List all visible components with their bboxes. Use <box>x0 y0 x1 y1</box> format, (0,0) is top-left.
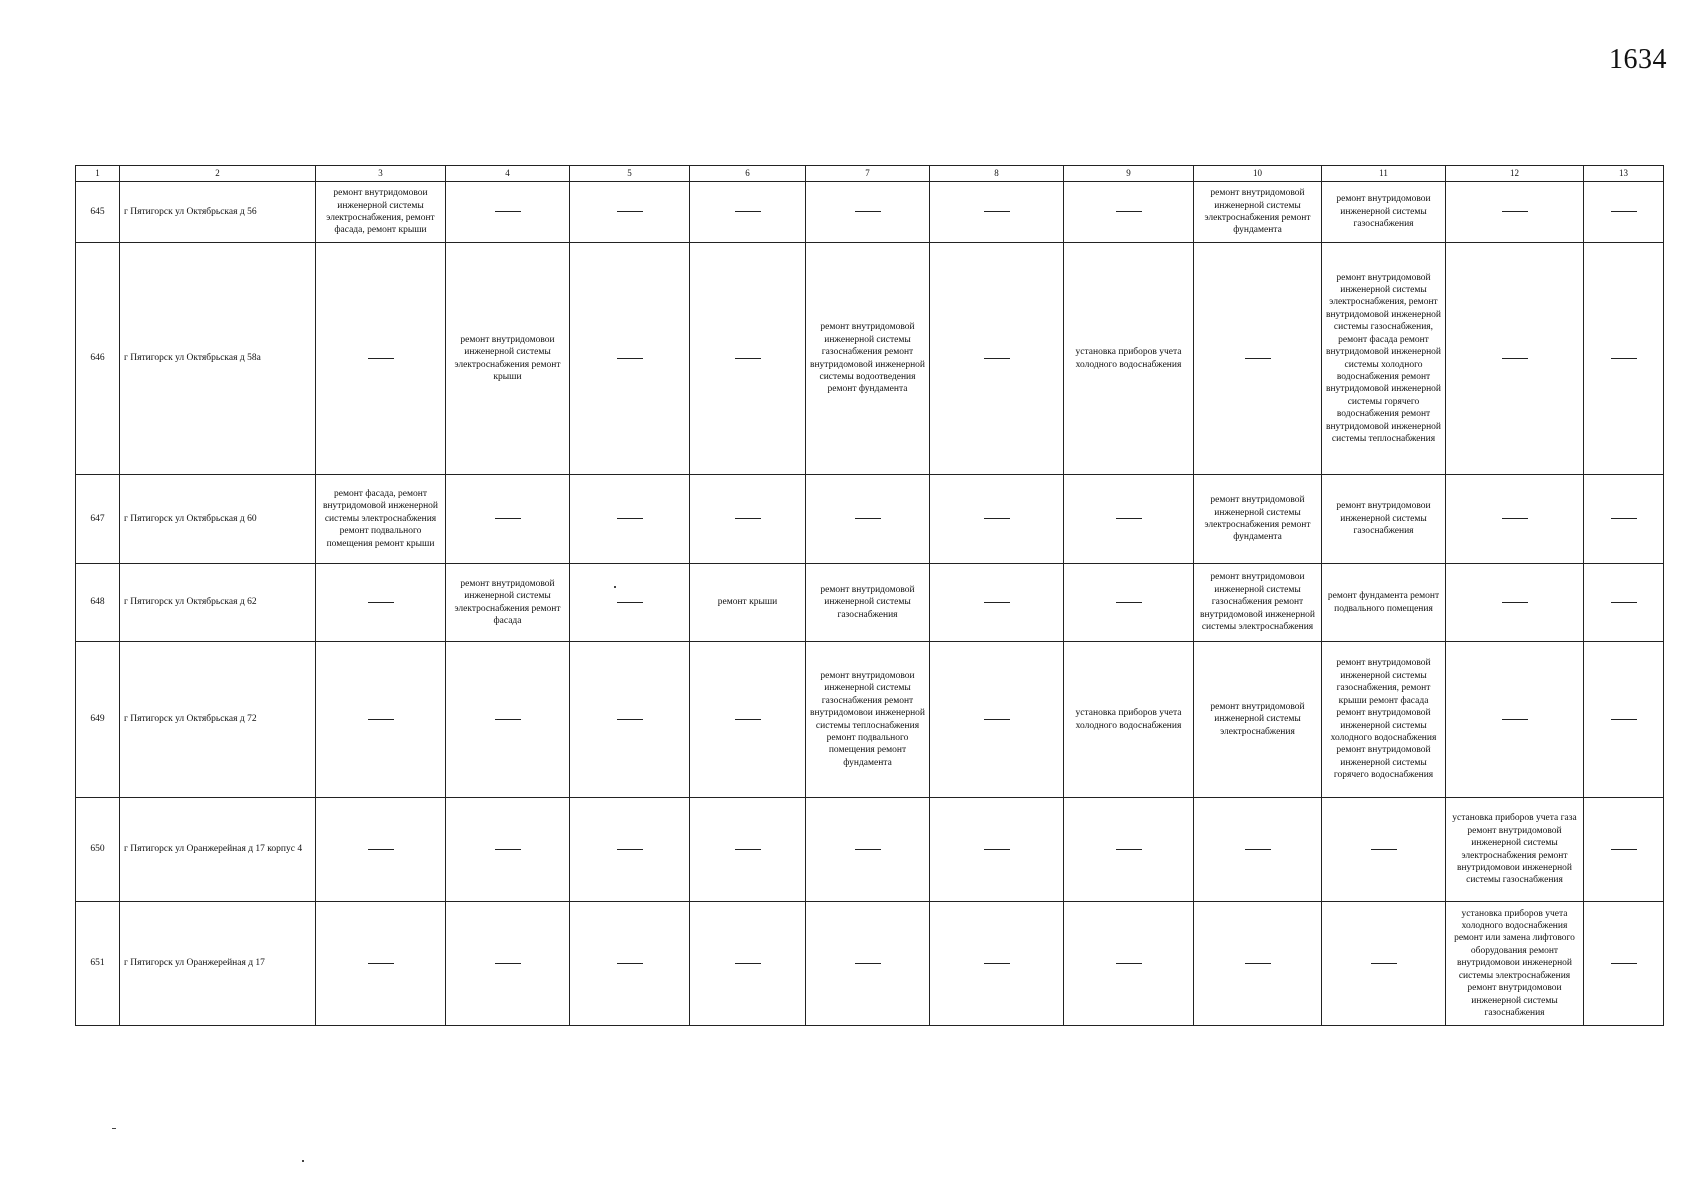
work-type-cell: ремонт фундамента ремонт подвального помещения <box>1322 564 1446 642</box>
column-header: 2 <box>120 166 316 182</box>
work-type-cell <box>1446 243 1584 475</box>
empty-dash <box>617 963 643 964</box>
work-type-cell <box>1064 902 1194 1026</box>
empty-dash <box>495 719 521 720</box>
empty-dash <box>984 963 1010 964</box>
work-type-cell <box>806 182 930 243</box>
work-type-cell <box>1584 475 1664 564</box>
table-row <box>76 642 1664 798</box>
empty-dash <box>855 211 881 212</box>
empty-dash <box>735 358 761 359</box>
work-type-cell <box>446 642 570 798</box>
work-type-cell <box>1584 564 1664 642</box>
empty-dash <box>1611 849 1637 850</box>
empty-dash <box>1502 211 1528 212</box>
empty-dash <box>1611 518 1637 519</box>
empty-dash <box>1611 963 1637 964</box>
work-type-cell: ремонт внутридомовои инженерной системы электроснабжения ремонт крыши <box>446 243 570 475</box>
work-type-cell <box>690 798 806 902</box>
table-row <box>76 564 1664 642</box>
empty-dash <box>735 518 761 519</box>
work-type-cell <box>570 902 690 1026</box>
empty-dash <box>617 602 643 603</box>
work-type-cell <box>806 902 930 1026</box>
empty-dash <box>735 719 761 720</box>
empty-dash <box>1245 849 1271 850</box>
row-number-cell: 647 <box>76 475 120 564</box>
column-header: 12 <box>1446 166 1584 182</box>
work-type-cell: ремонт внутридомовой инженерной системы газоснабжения <box>806 564 930 642</box>
empty-dash <box>368 849 394 850</box>
table-row <box>76 243 1664 475</box>
work-type-cell <box>930 243 1064 475</box>
address-cell: г Пятигорск ул Оранжерейная д 17 корпус 4 <box>120 798 316 902</box>
empty-dash <box>617 518 643 519</box>
empty-dash <box>617 358 643 359</box>
column-header: 8 <box>930 166 1064 182</box>
work-type-cell <box>446 798 570 902</box>
row-number-cell: 651 <box>76 902 120 1026</box>
work-type-cell <box>570 243 690 475</box>
address-cell: г Пятигорск ул Октябрьская д 62 <box>120 564 316 642</box>
work-type-cell: ремонт крыши <box>690 564 806 642</box>
empty-dash <box>984 849 1010 850</box>
table-row <box>76 798 1664 902</box>
work-type-cell <box>1064 798 1194 902</box>
work-type-cell: ремонт внутридомовой инженерной системы электроснабжения ремонт фундамента <box>1194 182 1322 243</box>
table-row <box>76 902 1664 1026</box>
work-type-cell <box>570 564 690 642</box>
work-type-cell: ремонт внутридомовои инженерной системы газоснабжения ремонт внутридомовои инженерной системы теплоснабжения ремонт подвального помещения ремонт фундамента <box>806 642 930 798</box>
work-type-cell <box>1584 182 1664 243</box>
work-type-cell: ремонт внутридомовой инженерной системы электроснабжения, ремонт внутридомовой инженерной системы газоснабжения, ремонт фасада ремонт внутридомовой инженерной системы холодного водоснабжения ремонт внутридомовой инженерной системы горячего водоснабжения ремонт внутридомовой инженерной системы теплоснабжения <box>1322 243 1446 475</box>
row-number-cell: 650 <box>76 798 120 902</box>
table-row <box>76 475 1664 564</box>
work-type-cell: ремонт внутридомовои инженерной системы газоснабжения <box>1322 475 1446 564</box>
empty-dash <box>735 211 761 212</box>
work-type-cell <box>1584 243 1664 475</box>
work-type-cell: ремонт внутридомовои инженерной системы электроснабжения, ремонт фасада, ремонт крыши <box>316 182 446 243</box>
work-type-cell <box>690 182 806 243</box>
address-cell: г Пятигорск ул Оранжерейная д 17 <box>120 902 316 1026</box>
work-type-cell <box>1194 798 1322 902</box>
empty-dash <box>1611 719 1637 720</box>
work-type-cell <box>316 902 446 1026</box>
empty-dash <box>368 963 394 964</box>
work-type-cell <box>1446 642 1584 798</box>
work-type-cell <box>690 902 806 1026</box>
empty-dash <box>368 719 394 720</box>
empty-dash <box>855 849 881 850</box>
work-type-cell: ремонт внутридомовой инженерной системы электроснабжения <box>1194 642 1322 798</box>
work-type-cell <box>806 475 930 564</box>
empty-dash <box>1116 963 1142 964</box>
work-type-cell <box>1446 564 1584 642</box>
work-type-cell <box>570 798 690 902</box>
empty-dash <box>1371 849 1397 850</box>
column-header: 7 <box>806 166 930 182</box>
empty-dash <box>1116 518 1142 519</box>
row-number-cell: 648 <box>76 564 120 642</box>
work-type-cell: ремонт внутридомовои инженерной системы газоснабжения ремонт внутридомовой инженерной системы электроснабжения <box>1194 564 1322 642</box>
work-type-cell: ремонт внутридомовой инженерной системы электроснабжения ремонт фасада <box>446 564 570 642</box>
empty-dash <box>735 849 761 850</box>
empty-dash <box>495 518 521 519</box>
empty-dash <box>1116 849 1142 850</box>
column-header: 4 <box>446 166 570 182</box>
empty-dash <box>984 358 1010 359</box>
empty-dash <box>368 602 394 603</box>
empty-dash <box>855 518 881 519</box>
table-body <box>76 182 1664 1026</box>
empty-dash <box>1245 358 1271 359</box>
work-type-cell <box>1064 564 1194 642</box>
column-header: 1 <box>76 166 120 182</box>
work-type-cell: ремонт внутридомовой инженерной системы электроснабжения ремонт фундамента <box>1194 475 1322 564</box>
empty-dash <box>984 211 1010 212</box>
work-type-cell <box>446 182 570 243</box>
empty-dash <box>617 849 643 850</box>
work-type-cell: установка приборов учета холодного водоснабжения ремонт или замена лифтового оборудования ремонт внутридомовои инженерной системы электроснабжения ремонт внутридомовои инженерной системы газоснабжения <box>1446 902 1584 1026</box>
scan-speck <box>302 1160 304 1162</box>
work-type-cell <box>1584 798 1664 902</box>
work-type-cell <box>1584 902 1664 1026</box>
address-cell: г Пятигорск ул Октябрьская д 58а <box>120 243 316 475</box>
work-type-cell <box>446 475 570 564</box>
work-type-cell <box>570 182 690 243</box>
work-type-cell <box>570 642 690 798</box>
work-type-cell <box>1322 798 1446 902</box>
work-type-cell <box>930 564 1064 642</box>
column-header: 3 <box>316 166 446 182</box>
empty-dash <box>495 849 521 850</box>
empty-dash <box>617 211 643 212</box>
empty-dash <box>984 719 1010 720</box>
empty-dash <box>495 963 521 964</box>
work-type-cell: ремонт внутридомовой инженерной системы газоснабжения, ремонт крыши ремонт фасада ремонт внутридомовой инженерной системы холодного водоснабжения ремонт внутридомовой инженерной системы горячего водоснабжения <box>1322 642 1446 798</box>
scan-speck <box>112 1128 116 1129</box>
empty-dash <box>735 963 761 964</box>
work-type-cell <box>1446 182 1584 243</box>
work-type-cell <box>1194 902 1322 1026</box>
empty-dash <box>1502 358 1528 359</box>
work-type-cell <box>316 642 446 798</box>
empty-dash <box>1502 602 1528 603</box>
work-type-cell: установка приборов учета газа ремонт внутридомовой инженерной системы электроснабжения ремонт внутридомовои инженерной системы газоснабжения <box>1446 798 1584 902</box>
work-type-cell <box>930 798 1064 902</box>
work-type-cell: установка приборов учета холодного водоснабжения <box>1064 243 1194 475</box>
empty-dash <box>1116 211 1142 212</box>
empty-dash <box>855 963 881 964</box>
work-type-cell <box>690 475 806 564</box>
work-type-cell <box>316 564 446 642</box>
empty-dash <box>1502 719 1528 720</box>
row-number-cell: 649 <box>76 642 120 798</box>
column-header: 6 <box>690 166 806 182</box>
table-row <box>76 182 1664 243</box>
work-type-cell <box>806 798 930 902</box>
work-type-cell <box>930 902 1064 1026</box>
empty-dash <box>368 358 394 359</box>
column-header: 13 <box>1584 166 1664 182</box>
work-type-cell <box>930 182 1064 243</box>
empty-dash <box>984 518 1010 519</box>
work-type-cell <box>1446 475 1584 564</box>
work-type-cell <box>1194 243 1322 475</box>
empty-dash <box>495 211 521 212</box>
work-type-cell: ремонт внутридомовои инженерной системы газоснабжения <box>1322 182 1446 243</box>
scan-speck <box>614 586 616 588</box>
work-type-cell <box>930 642 1064 798</box>
work-type-cell <box>1064 182 1194 243</box>
row-number-cell: 646 <box>76 243 120 475</box>
empty-dash <box>984 602 1010 603</box>
column-header: 10 <box>1194 166 1322 182</box>
empty-dash <box>1245 963 1271 964</box>
empty-dash <box>1116 602 1142 603</box>
work-type-cell <box>316 243 446 475</box>
work-type-cell <box>570 475 690 564</box>
address-cell: г Пятигорск ул Октябрьская д 60 <box>120 475 316 564</box>
work-type-cell <box>446 902 570 1026</box>
column-header: 5 <box>570 166 690 182</box>
page-number: 1634 <box>1609 44 1667 75</box>
empty-dash <box>1371 963 1397 964</box>
address-cell: г Пятигорск ул Октябрьская д 72 <box>120 642 316 798</box>
empty-dash <box>1502 518 1528 519</box>
column-header: 11 <box>1322 166 1446 182</box>
work-type-cell: установка приборов учета холодного водоснабжения <box>1064 642 1194 798</box>
work-type-cell <box>316 798 446 902</box>
address-cell: г Пятигорск ул Октябрьская д 56 <box>120 182 316 243</box>
repair-schedule-table <box>75 165 1664 1026</box>
work-type-cell <box>1064 475 1194 564</box>
empty-dash <box>1611 358 1637 359</box>
column-header: 9 <box>1064 166 1194 182</box>
work-type-cell: ремонт внутридомовой инженерной системы газоснабжения ремонт внутридомовой инженерной системы водоотведения ремонт фундамента <box>806 243 930 475</box>
work-type-cell <box>930 475 1064 564</box>
work-type-cell <box>690 642 806 798</box>
empty-dash <box>1611 602 1637 603</box>
work-type-cell <box>1584 642 1664 798</box>
empty-dash <box>1611 211 1637 212</box>
work-type-cell: ремонт фасада, ремонт внутридомовой инженерной системы электроснабжения ремонт подвального помещения ремонт крыши <box>316 475 446 564</box>
column-number-row <box>76 166 1664 182</box>
work-type-cell <box>690 243 806 475</box>
row-number-cell: 645 <box>76 182 120 243</box>
work-type-cell <box>1322 902 1446 1026</box>
empty-dash <box>617 719 643 720</box>
repair-schedule-table-wrapper <box>75 165 1663 1026</box>
